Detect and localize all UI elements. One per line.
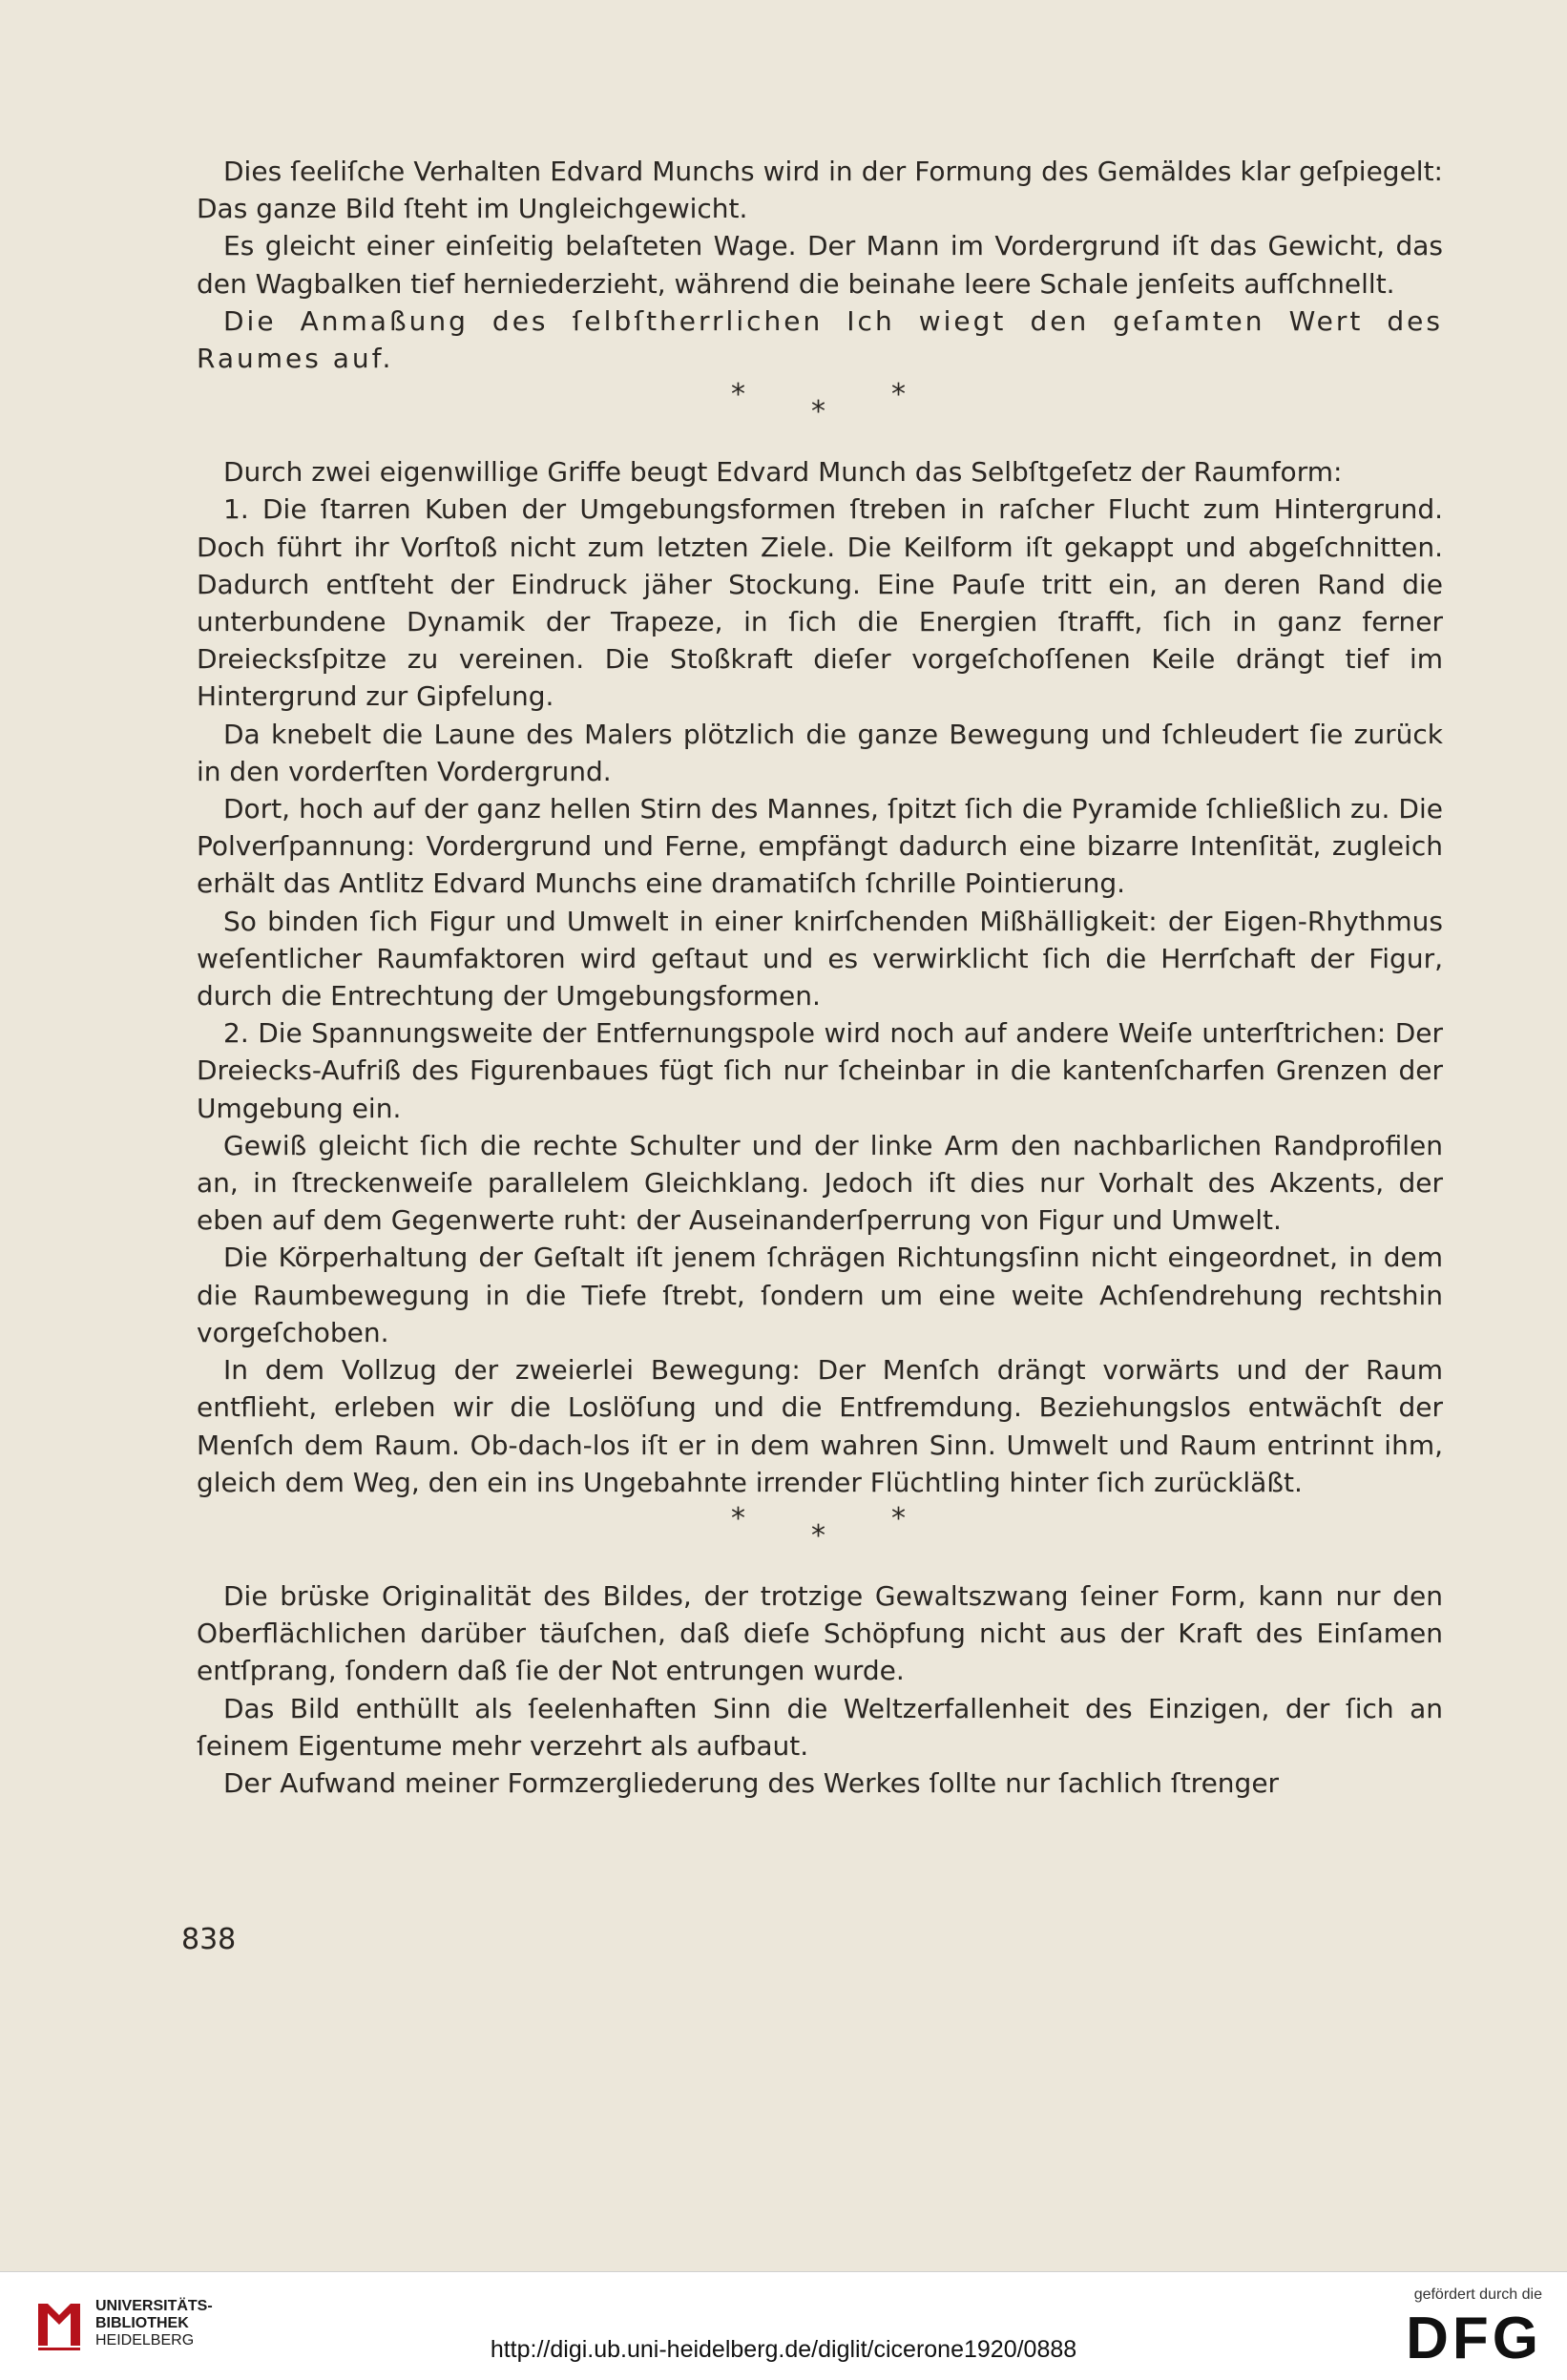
paragraph: Die brüske Originalität des Bildes, der trotzige Gewaltszwang ſeiner Form, kann nur den Oberflächlichen darüber täuſchen, daß dieſe Schöpfung nicht aus der Kraft des Einſamen entſprang, ſondern daß ſie der Not entrungen wurde.: [197, 1579, 1443, 1687]
page-number: 838: [181, 1923, 237, 1956]
separator-asterisk: *: [891, 1501, 906, 1535]
library-name-line1: UNIVERSITÄTS-: [95, 2298, 213, 2314]
library-name-line3: HEIDELBERG: [95, 2332, 195, 2349]
paragraph: 2. Die Spannungsweite der Entfernungspole wird noch auf andere Weiſe unterſtrichen: Der Dreiecks-Aufriß des Figurenbaues fügt ſich nur ſcheinbar in die kantenſcharfen Grenzen der Umgebung ein.: [197, 1017, 1443, 1124]
paragraph: Der Aufwand meiner Formzergliederung des Werkes ſollte nur ſachlich ſtrenger: [223, 1766, 1280, 1799]
funded-by-label: gefördert durch die: [1413, 2286, 1542, 2303]
paragraph: Gewiß gleicht ſich die rechte Schulter und der linke Arm den nachbarlichen Randprofilen an, in ſtreckenweiſe parallelem Gleichklang. Jedoch iſt dies nur Vorhalt des Akzents, der eben auf dem Gegenwerte ruht: der Auseinanderſperrung von Figur und Umwelt.: [197, 1129, 1443, 1237]
permalink-url[interactable]: http://digi.ub.uni-heidelberg.de/diglit/cicerone1920/0888: [490, 2336, 1077, 2363]
separator-asterisk: *: [891, 378, 906, 412]
body-text: [197, 153, 1443, 1802]
paragraph: So binden ſich Figur und Umwelt in einer knirſchenden Mißhälligkeit: der Eigen-Rhythmus weſentlicher Raumfaktoren wird geſtaut und es verwirklicht ſich die Herrſchaft der Figur, durch die Entrechtung der Umgebungsformen.: [197, 905, 1443, 1013]
paragraph: Dies ſeeliſche Verhalten Edvard Munchs wird in der Formung des Gemäldes klar geſpiegelt: Das ganze Bild ſteht im Ungleichgewicht.: [197, 156, 1443, 225]
paragraph: Da knebelt die Laune des Malers plötzlich die ganze Bewegung und ſchleudert ſie zurück in den vorderſten Vordergrund.: [197, 718, 1443, 787]
paragraph: 1. Die ſtarren Kuben der Umgebungsformen ſtreben in raſcher Flucht zum Hintergrund. Doch führt ihr Vorſtoß nicht zum letzten Ziele. Die Keilform iſt gekappt und abgeſchnitten. Dadurch entſteht der Eindruck jäher Stockung. Eine Pauſe tritt ein, an deren Rand die unterbundene Dynamik der Trapeze, in ſich die Energien ſtrafft, ſich in ganz ferner Dreiecksſpitze zu vereinen. Die Stoßkraft dieſer vorgeſchoſſenen Keile drängt tief im Hintergrund zur Gipfelung.: [197, 493, 1443, 713]
separator-asterisk: *: [811, 1518, 825, 1553]
paragraph: In dem Vollzug der zweierlei Bewegung: Der Menſch drängt vorwärts und der Raum entflieht, erleben wir die Loslöſung und die Entfremdung. Beziehungslos entwächſt der Menſch dem Raum. Ob-dach-los iſt er in dem wahren Sinn. Umwelt und Raum entrinnt ihm, gleich dem Weg, den ein ins Ungebahnte irrender Flüchtling hinter ſich zurückläßt.: [197, 1354, 1443, 1498]
dfg-logo: DFG: [1406, 2306, 1542, 2371]
paragraph: Die Anmaßung des ſelbſtherrlichen Ich wiegt den geſamten Wert des Raumes auf.: [197, 304, 1443, 375]
paragraph: Die Körperhaltung der Geſtalt iſt jenem ſchrägen Richtungsſinn nicht eingeordnet, in dem die Raumbewegung in die Tiefe ſtrebt, ſondern um eine weite Achſendrehung rechtshin vorgeſchoben.: [197, 1242, 1443, 1348]
library-name-line2: BIBLIOTHEK: [95, 2315, 189, 2331]
separator-asterisk: *: [731, 378, 745, 412]
paragraph: Dort, hoch auf der ganz hellen Stirn des Mannes, ſpitzt ſich die Pyramide ſchließlich zu. Die Polverſpannung: Vordergrund und Ferne, empfängt dadurch eine bizarre Intenſität, zugleich erhält das Antlitz Edvard Munchs eine dramatiſch ſchrille Pointierung.: [197, 793, 1443, 900]
separator-asterisk: *: [811, 395, 825, 429]
paragraph: Das Bild enthüllt als ſeelenhaften Sinn die Weltzerfallenheit des Einzigen, der ſich an ſeinem Eigentume mehr verzehrt als aufbaut.: [197, 1692, 1443, 1762]
section-separator: [197, 1501, 1443, 1577]
separator-asterisk: *: [731, 1501, 745, 1535]
section-separator: [197, 377, 1443, 453]
paragraph: Durch zwei eigenwillige Griffe beugt Edvard Munch das Selbſtgeſetz der Raumform:: [223, 456, 1343, 489]
paragraph: Es gleicht einer einſeitig belaſteten Wage. Der Mann im Vordergrund iſt das Gewicht, das den Wagbalken tief herniederzieht, während die beinahe leere Schale jenſeits aufſchnellt.: [197, 230, 1443, 300]
